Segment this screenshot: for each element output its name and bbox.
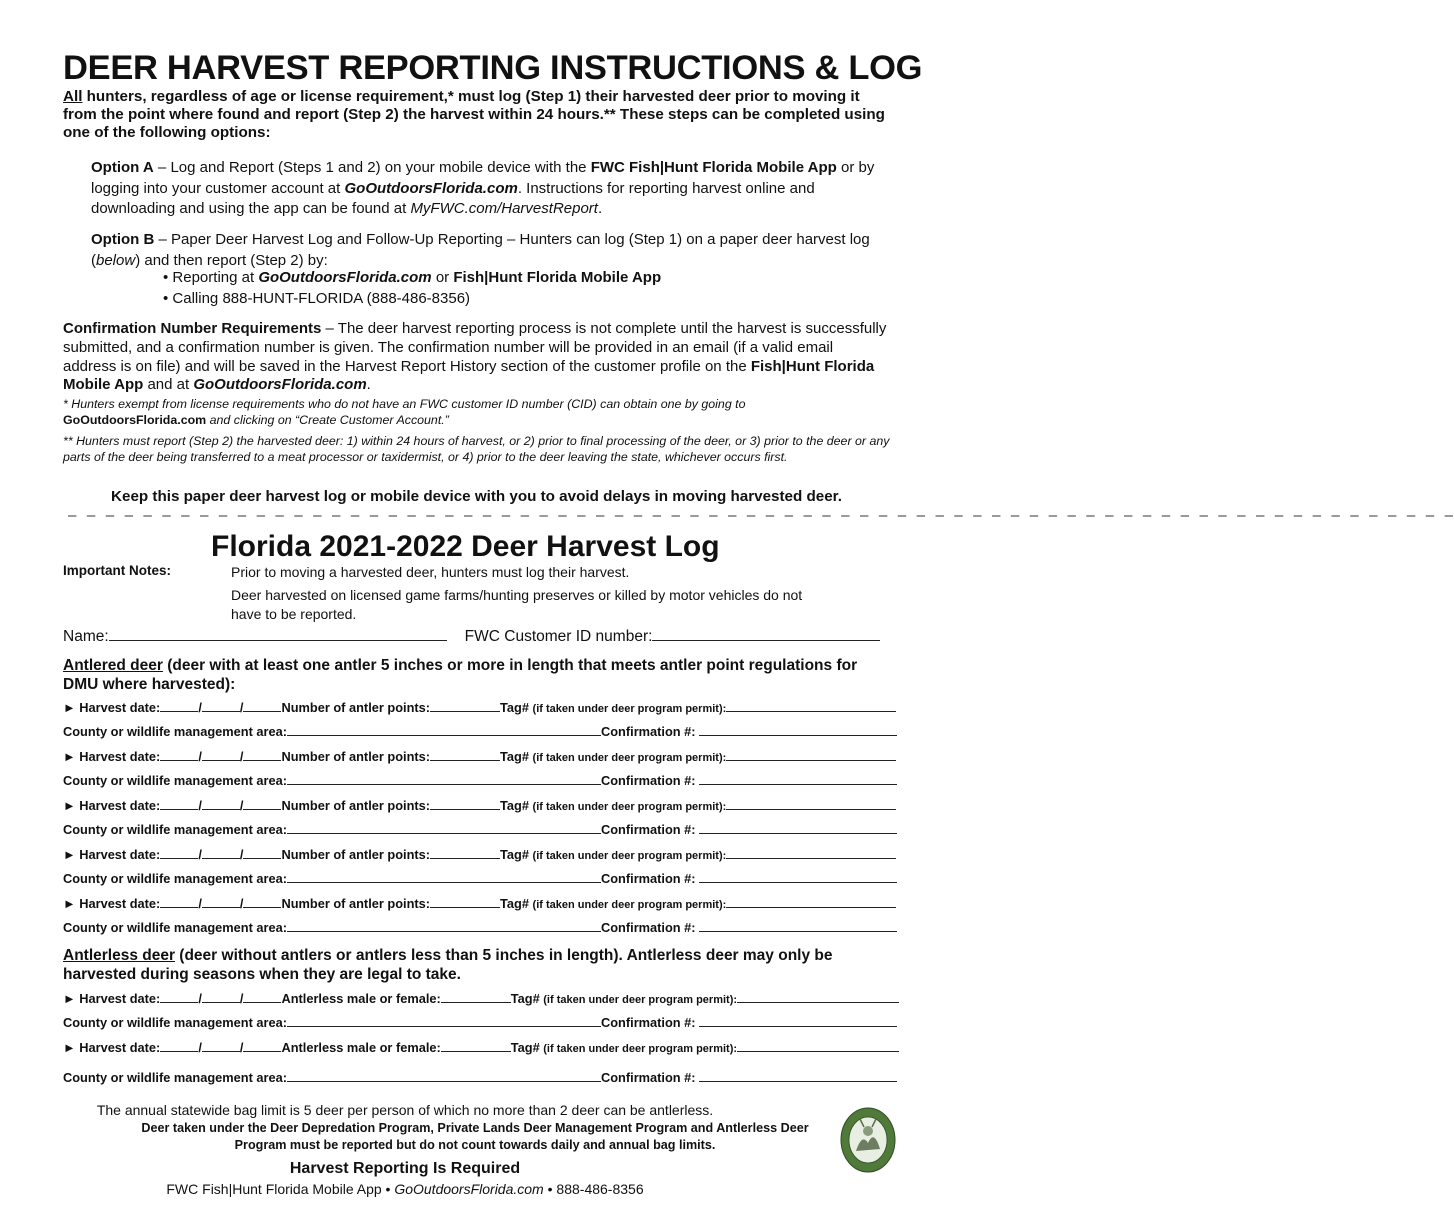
antler-points-label: Number of antler points: — [281, 700, 431, 715]
county-field[interactable] — [287, 772, 601, 785]
year-field[interactable] — [243, 990, 281, 1003]
month-field[interactable] — [160, 1039, 198, 1052]
contact-app: FWC Fish|Hunt Florida Mobile App — [166, 1181, 382, 1197]
contact-bullet-2: • — [543, 1181, 557, 1197]
option-a — [91, 158, 881, 220]
antler-points-field[interactable] — [430, 748, 500, 761]
important-notes-label: Important Notes: — [63, 563, 171, 578]
bullet-reporting — [163, 268, 661, 289]
confirmation-field[interactable] — [699, 870, 897, 883]
option-a-app: FWC Fish|Hunt Florida Mobile App — [590, 159, 837, 176]
arrow-icon: ► — [63, 700, 76, 715]
month-field[interactable] — [160, 797, 198, 810]
bullet-reporting-pre: • Reporting at — [163, 269, 259, 286]
confirmation-label: Confirmation #: — [601, 724, 696, 739]
cid-field[interactable] — [652, 628, 880, 641]
name-label: Name: — [63, 628, 109, 645]
confirmation-label: Confirmation Number Requirements — [63, 320, 322, 337]
county-row — [63, 919, 890, 935]
harvest-date-label: Harvest date: — [79, 847, 161, 862]
month-field[interactable] — [160, 990, 198, 1003]
tag-field[interactable] — [726, 748, 896, 761]
option-a-text-2: or by logging into your customer account at — [91, 159, 875, 197]
month-field[interactable] — [160, 748, 198, 761]
tag-label: Tag# — [500, 700, 529, 715]
county-label: County or wildlife management area: — [63, 822, 287, 837]
male-female-field[interactable] — [441, 990, 511, 1003]
confirmation-label: Confirmation #: — [601, 1070, 696, 1085]
county-field[interactable] — [287, 1069, 601, 1082]
arrow-icon: ► — [63, 847, 76, 862]
confirmation-label: Confirmation #: — [601, 773, 696, 788]
confirmation-field[interactable] — [699, 1014, 897, 1027]
county-field[interactable] — [287, 821, 601, 834]
confirmation-site: GoOutdoorsFlorida.com — [193, 376, 367, 394]
harvest-date-label: Harvest date: — [79, 798, 161, 813]
confirmation-label: Confirmation #: — [601, 871, 696, 886]
intro-text: hunters, regardless of age or license requirement,* must log (Step 1) their harvested deer prior to moving it from the point where found and report (Step 2) the harvest within 24 hours.** These steps can be completed using one of the following options: — [63, 88, 885, 141]
contact-phone: 888-486-8356 — [556, 1181, 644, 1197]
reporting-required: Harvest Reporting Is Required — [289, 1160, 521, 1177]
antler-points-field[interactable] — [430, 797, 500, 810]
tag-label: Tag# — [500, 749, 529, 764]
antlerless-heading — [63, 946, 890, 984]
date-slash: / — [198, 991, 202, 1006]
tag-note: (if taken under deer program permit): — [543, 994, 738, 1006]
footnote-report: ** Hunters must report (Step 2) the harvested deer: 1) within 24 hours of harvest, or 2) prior to final processing of the deer, or 3) prior to the deer or any parts of the deer being transferred to a meat processor or taxidermist, or 4) prior to the deer leaving the state, whichever occurs first. — [63, 434, 890, 464]
county-field[interactable] — [287, 723, 601, 736]
year-field[interactable] — [243, 797, 281, 810]
month-field[interactable] — [160, 846, 198, 859]
county-label: County or wildlife management area: — [63, 1070, 287, 1085]
month-field[interactable] — [160, 699, 198, 712]
tag-note: (if taken under deer program permit): — [532, 801, 727, 813]
county-row — [63, 1069, 890, 1085]
bullet-calling: • Calling 888-HUNT-FLORIDA (888-486-8356) — [163, 289, 471, 307]
county-field[interactable] — [287, 870, 601, 883]
county-row — [63, 772, 890, 788]
harvest-row — [63, 797, 890, 813]
option-a-text-4: . — [597, 200, 603, 217]
confirmation-app: Fish|Hunt Florida Mobile App — [63, 357, 875, 394]
date-slash: / — [198, 847, 202, 862]
keep-notice: Keep this paper deer harvest log or mobile device with you to avoid delays in moving harvested deer. — [111, 488, 842, 505]
option-b-text: – Paper Deer Harvest Log and Follow-Up Reporting – Hunters can log (Step 1) on a paper deer harvest log ( — [91, 231, 870, 269]
confirmation-paragraph — [63, 320, 890, 395]
harvest-row — [63, 990, 890, 1006]
tag-label: Tag# — [500, 896, 529, 911]
arrow-icon: ► — [63, 749, 76, 764]
date-slash: / — [198, 1040, 202, 1055]
male-female-label: Antlerless male or female: — [281, 991, 441, 1006]
bullet-site: GoOutdoorsFlorida.com — [258, 269, 432, 286]
arrow-icon: ► — [63, 798, 76, 813]
important-note-2: Deer harvested on licensed game farms/hunting preserves or killed by motor vehicles do not have to be reported. — [231, 587, 803, 622]
confirmation-field[interactable] — [699, 919, 897, 932]
antlered-heading — [63, 656, 890, 694]
confirmation-text-2: and at — [143, 376, 194, 394]
arrow-icon: ► — [63, 991, 76, 1006]
option-b-below: below — [96, 251, 136, 269]
harvest-row — [63, 699, 890, 715]
tag-field[interactable] — [726, 895, 896, 908]
antler-points-label: Number of antler points: — [281, 896, 431, 911]
tag-note: (if taken under deer program permit): — [532, 850, 727, 862]
county-row — [63, 723, 890, 739]
tag-label: Tag# — [500, 798, 529, 813]
option-a-label: Option A — [91, 159, 154, 176]
tag-note: (if taken under deer program permit): — [543, 1043, 738, 1055]
confirmation-field[interactable] — [699, 821, 897, 834]
name-row — [63, 628, 890, 646]
county-row — [63, 821, 890, 837]
antlered-title: Antlered deer — [63, 657, 163, 674]
option-b-label: Option B — [91, 231, 155, 248]
option-b-text-2: ) and then report (Step 2) by: — [135, 251, 328, 269]
confirmation-label: Confirmation #: — [601, 1015, 696, 1030]
option-a-site2: MyFWC.com/HarvestReport — [410, 200, 598, 217]
depredation-note: Deer taken under the Deer Depredation Program, Private Lands Deer Management Program and Antlerless Deer Program must be reported but do not count towards daily and annual bag limits. — [141, 1121, 809, 1152]
harvest-row — [63, 895, 890, 911]
year-field[interactable] — [243, 895, 281, 908]
tag-label: Tag# — [500, 847, 529, 862]
harvest-row — [63, 1039, 890, 1055]
harvest-date-label: Harvest date: — [79, 749, 161, 764]
tag-field[interactable] — [737, 990, 899, 1003]
tag-note: (if taken under deer program permit): — [532, 703, 727, 715]
bag-limit: The annual statewide bag limit is 5 deer per person of which no more than 2 deer can be antlerless. — [96, 1102, 714, 1118]
day-field[interactable] — [202, 990, 240, 1003]
confirmation-field[interactable] — [699, 723, 897, 736]
antler-points-field[interactable] — [430, 846, 500, 859]
option-a-site: GoOutdoorsFlorida.com — [344, 179, 518, 197]
county-field[interactable] — [287, 1014, 601, 1027]
contact-site: GoOutdoorsFlorida.com — [394, 1181, 544, 1197]
antler-points-field[interactable] — [430, 699, 500, 712]
footnote-cid-site: GoOutdoorsFlorida.com — [63, 413, 207, 427]
main-title: DEER HARVEST REPORTING INSTRUCTIONS & LOG — [63, 49, 923, 87]
day-field[interactable] — [202, 846, 240, 859]
tag-field[interactable] — [737, 1039, 899, 1052]
antler-points-field[interactable] — [430, 895, 500, 908]
tag-label: Tag# — [510, 991, 540, 1006]
option-b — [91, 230, 881, 271]
intro-paragraph — [63, 88, 890, 142]
footnote-cid — [63, 396, 890, 428]
antlerless-desc: (deer without antlers or antlers less than 5 inches in length). Antlerless deer may only be harvested during seasons when they are legal to take. — [63, 947, 833, 983]
bullet-or: or — [431, 269, 454, 286]
tag-field[interactable] — [726, 846, 896, 859]
contact-line — [55, 1181, 755, 1197]
day-field[interactable] — [202, 895, 240, 908]
option-b-bullets — [163, 268, 661, 309]
harvest-row — [63, 846, 890, 862]
antler-points-label: Number of antler points: — [281, 847, 431, 862]
date-slash: / — [239, 991, 244, 1006]
month-field[interactable] — [160, 895, 198, 908]
day-field[interactable] — [202, 1039, 240, 1052]
antlered-desc: (deer with at least one antler 5 inches or more in length that meets antler point regulations for DMU where harvested): — [63, 657, 858, 693]
county-label: County or wildlife management area: — [63, 724, 287, 739]
fwc-seal-icon — [840, 1107, 896, 1173]
year-field[interactable] — [243, 748, 281, 761]
county-label: County or wildlife management area: — [63, 773, 287, 788]
harvest-date-label: Harvest date: — [79, 896, 161, 911]
bullet-app: Fish|Hunt Florida Mobile App — [453, 269, 662, 286]
tag-note: (if taken under deer program permit): — [532, 752, 727, 764]
county-label: County or wildlife management area: — [63, 1015, 287, 1030]
male-female-field[interactable] — [441, 1039, 511, 1052]
county-row — [63, 870, 890, 886]
tag-field[interactable] — [726, 699, 896, 712]
log-title: Florida 2021-2022 Deer Harvest Log — [211, 530, 720, 563]
date-slash: / — [239, 700, 244, 715]
harvest-date-label: Harvest date: — [79, 1040, 161, 1055]
arrow-icon: ► — [63, 896, 76, 911]
confirmation-text-3: . — [366, 376, 371, 394]
name-field[interactable] — [109, 628, 447, 641]
day-field[interactable] — [202, 699, 240, 712]
year-field[interactable] — [243, 1039, 281, 1052]
date-slash: / — [198, 700, 202, 715]
harvest-date-label: Harvest date: — [79, 991, 161, 1006]
confirmation-field[interactable] — [699, 772, 897, 785]
harvest-row — [63, 748, 890, 764]
contact-bullet-1: • — [381, 1181, 395, 1197]
date-slash: / — [239, 896, 244, 911]
county-label: County or wildlife management area: — [63, 920, 287, 935]
cut-line: – – – – – – – – – – – – – – – – – – – – – – – – – – – – – – – – – – – – – – – – – – – – – – – – – – – – – – – – – – – – – – – – – – – – – – – – – – — [68, 508, 1454, 524]
county-row — [63, 1014, 890, 1030]
date-slash: / — [239, 798, 244, 813]
antler-points-label: Number of antler points: — [281, 798, 431, 813]
year-field[interactable] — [243, 846, 281, 859]
confirmation-label: Confirmation #: — [601, 920, 696, 935]
tag-field[interactable] — [726, 797, 896, 810]
arrow-icon: ► — [63, 1040, 76, 1055]
option-a-text: – Log and Report (Steps 1 and 2) on your mobile device with the — [153, 159, 591, 176]
day-field[interactable] — [202, 797, 240, 810]
tag-label: Tag# — [510, 1040, 540, 1055]
confirmation-text: – The deer harvest reporting process is not complete until the harvest is successfully submitted, and a confirmation number is given. The confirmation number will be provided in an email (if a valid email address is on file) and will be saved in the Harvest Report History section of the customer profile on the — [63, 320, 887, 375]
county-field[interactable] — [287, 919, 601, 932]
date-slash: / — [198, 749, 202, 764]
county-label: County or wildlife management area: — [63, 871, 287, 886]
date-slash: / — [239, 1040, 244, 1055]
antlerless-title: Antlerless deer — [63, 947, 175, 964]
confirmation-field[interactable] — [699, 1069, 897, 1082]
footnote-cid-text-2: and clicking on “Create Customer Account.” — [206, 413, 449, 427]
date-slash: / — [198, 896, 202, 911]
male-female-label: Antlerless male or female: — [281, 1040, 441, 1055]
option-a-text-3: . Instructions for reporting harvest online and downloading and using the app can be found at — [91, 179, 815, 217]
year-field[interactable] — [243, 699, 281, 712]
footnote-cid-text: * Hunters exempt from license requirements who do not have an FWC customer ID number (CID) can obtain one by going to — [63, 397, 746, 411]
tag-note: (if taken under deer program permit): — [532, 899, 727, 911]
antler-points-label: Number of antler points: — [281, 749, 431, 764]
date-slash: / — [239, 847, 244, 862]
day-field[interactable] — [202, 748, 240, 761]
confirmation-label: Confirmation #: — [601, 822, 696, 837]
harvest-date-label: Harvest date: — [79, 700, 161, 715]
date-slash: / — [198, 798, 202, 813]
date-slash: / — [239, 749, 244, 764]
cid-label: FWC Customer ID number: — [464, 628, 653, 645]
intro-all: All — [63, 88, 83, 105]
important-note-1: Prior to moving a harvested deer, hunters must log their harvest. — [231, 564, 630, 580]
